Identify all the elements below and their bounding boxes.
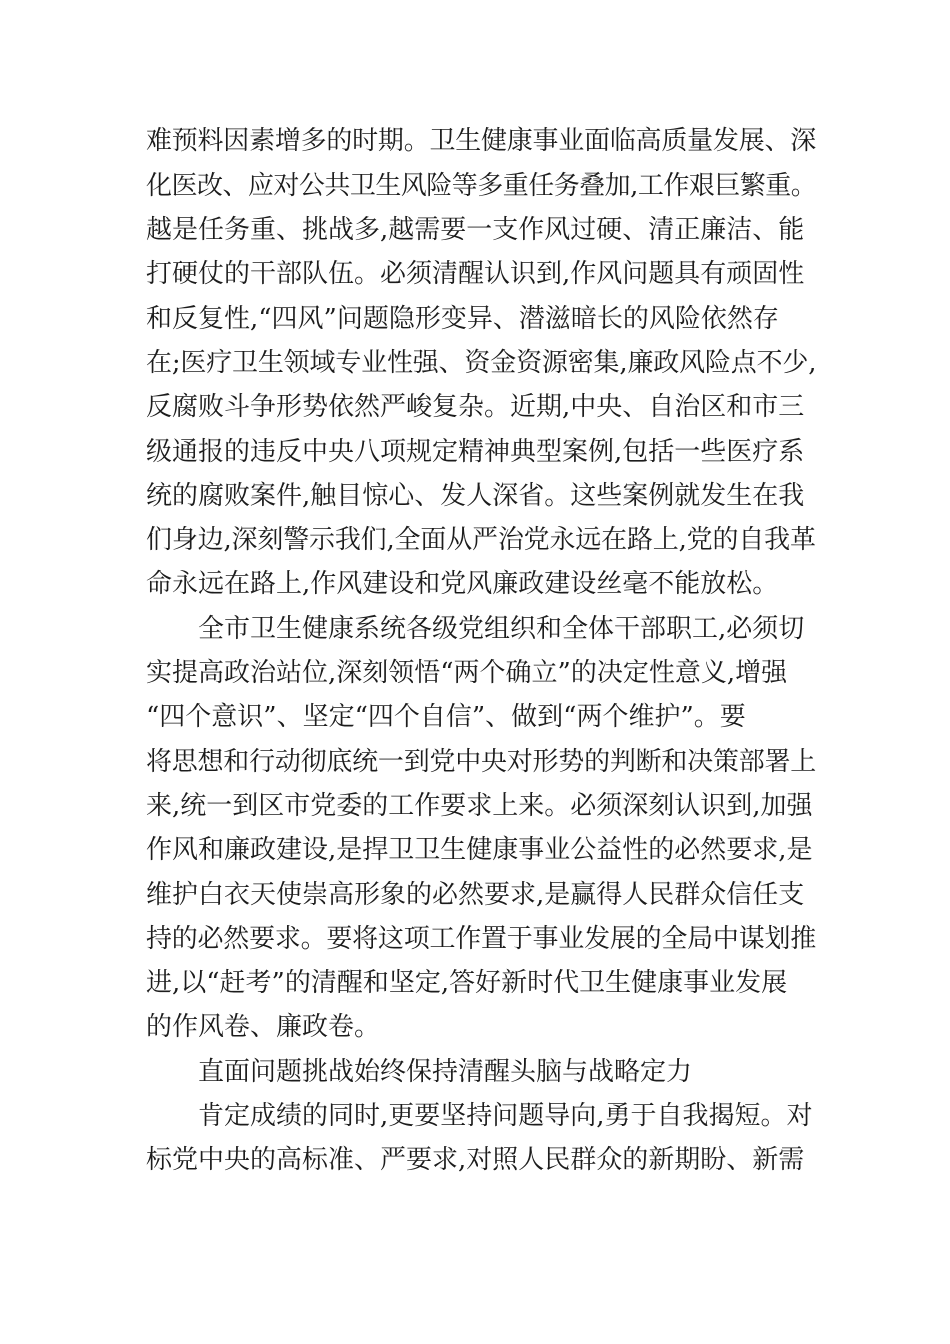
body-text-line: 进,以“赶考”的清醒和坚定,答好新时代卫生健康事业发展 <box>146 968 788 998</box>
body-text-line: 实提高政治站位,深刻领悟“两个确立”的决定性意义,增强 <box>146 658 788 688</box>
paragraph-first-line: 全市卫生健康系统各级党组织和全体干部职工,必须切 <box>198 614 805 644</box>
body-text-line: 将思想和行动彻底统一到党中央对形势的判断和决策部署上 <box>146 747 816 777</box>
body-text-line: 级通报的违反中央八项规定精神典型案例,包括一些医疗系 <box>146 437 805 467</box>
body-text-line: “四个意识”、坚定“四个自信”、做到“两个维护”。要 <box>146 702 746 732</box>
body-text-line: 作风和廉政建设,是捍卫卫生健康事业公益性的必然要求,是 <box>146 835 813 865</box>
paragraph-first-line: 肯定成绩的同时,更要坚持问题导向,勇于自我揭短。对 <box>198 1101 813 1131</box>
body-text-line: 命永远在路上,作风建设和党风廉政建设丝毫不能放松。 <box>146 569 779 599</box>
section-heading: 直面问题挑战始终保持清醒头脑与战略定力 <box>198 1057 693 1087</box>
body-text-line: 在;医疗卫生领域专业性强、资金资源密集,廉政风险点不少, <box>146 348 817 378</box>
body-text-line: 化医改、应对公共卫生风险等多重任务叠加,工作艰巨繁重。 <box>146 171 817 201</box>
body-text-line: 统的腐败案件,触目惊心、发人深省。这些案例就发生在我 <box>146 481 805 511</box>
body-text-line: 越是任务重、挑战多,越需要一支作风过硬、清正廉洁、能 <box>146 215 805 245</box>
body-text-line: 来,统一到区市党委的工作要求上来。必须深刻认识到,加强 <box>146 791 813 821</box>
body-text-line: 难预料因素增多的时期。卫生健康事业面临高质量发展、深 <box>146 126 816 156</box>
body-text-line: 和反复性,“四风”问题隐形变异、潜滋暗长的风险依然存 <box>146 304 779 334</box>
body-text-line: 反腐败斗争形势依然严峻复杂。近期,中央、自治区和市三 <box>146 392 805 422</box>
body-text-line: 维护白衣天使崇高形象的必然要求,是赢得人民群众信任支 <box>146 880 805 910</box>
body-text-line: 标党中央的高标准、严要求,对照人民群众的新期盼、新需 <box>146 1145 805 1175</box>
body-text-line: 的作风卷、廉政卷。 <box>146 1012 381 1042</box>
body-text-line: 打硬仗的干部队伍。必须清醒认识到,作风问题具有顽固性 <box>146 259 805 289</box>
body-text-line: 们身边,深刻警示我们,全面从严治党永远在路上,党的自我革 <box>146 525 816 555</box>
body-text-line: 持的必然要求。要将这项工作置于事业发展的全局中谋划推 <box>146 924 816 954</box>
